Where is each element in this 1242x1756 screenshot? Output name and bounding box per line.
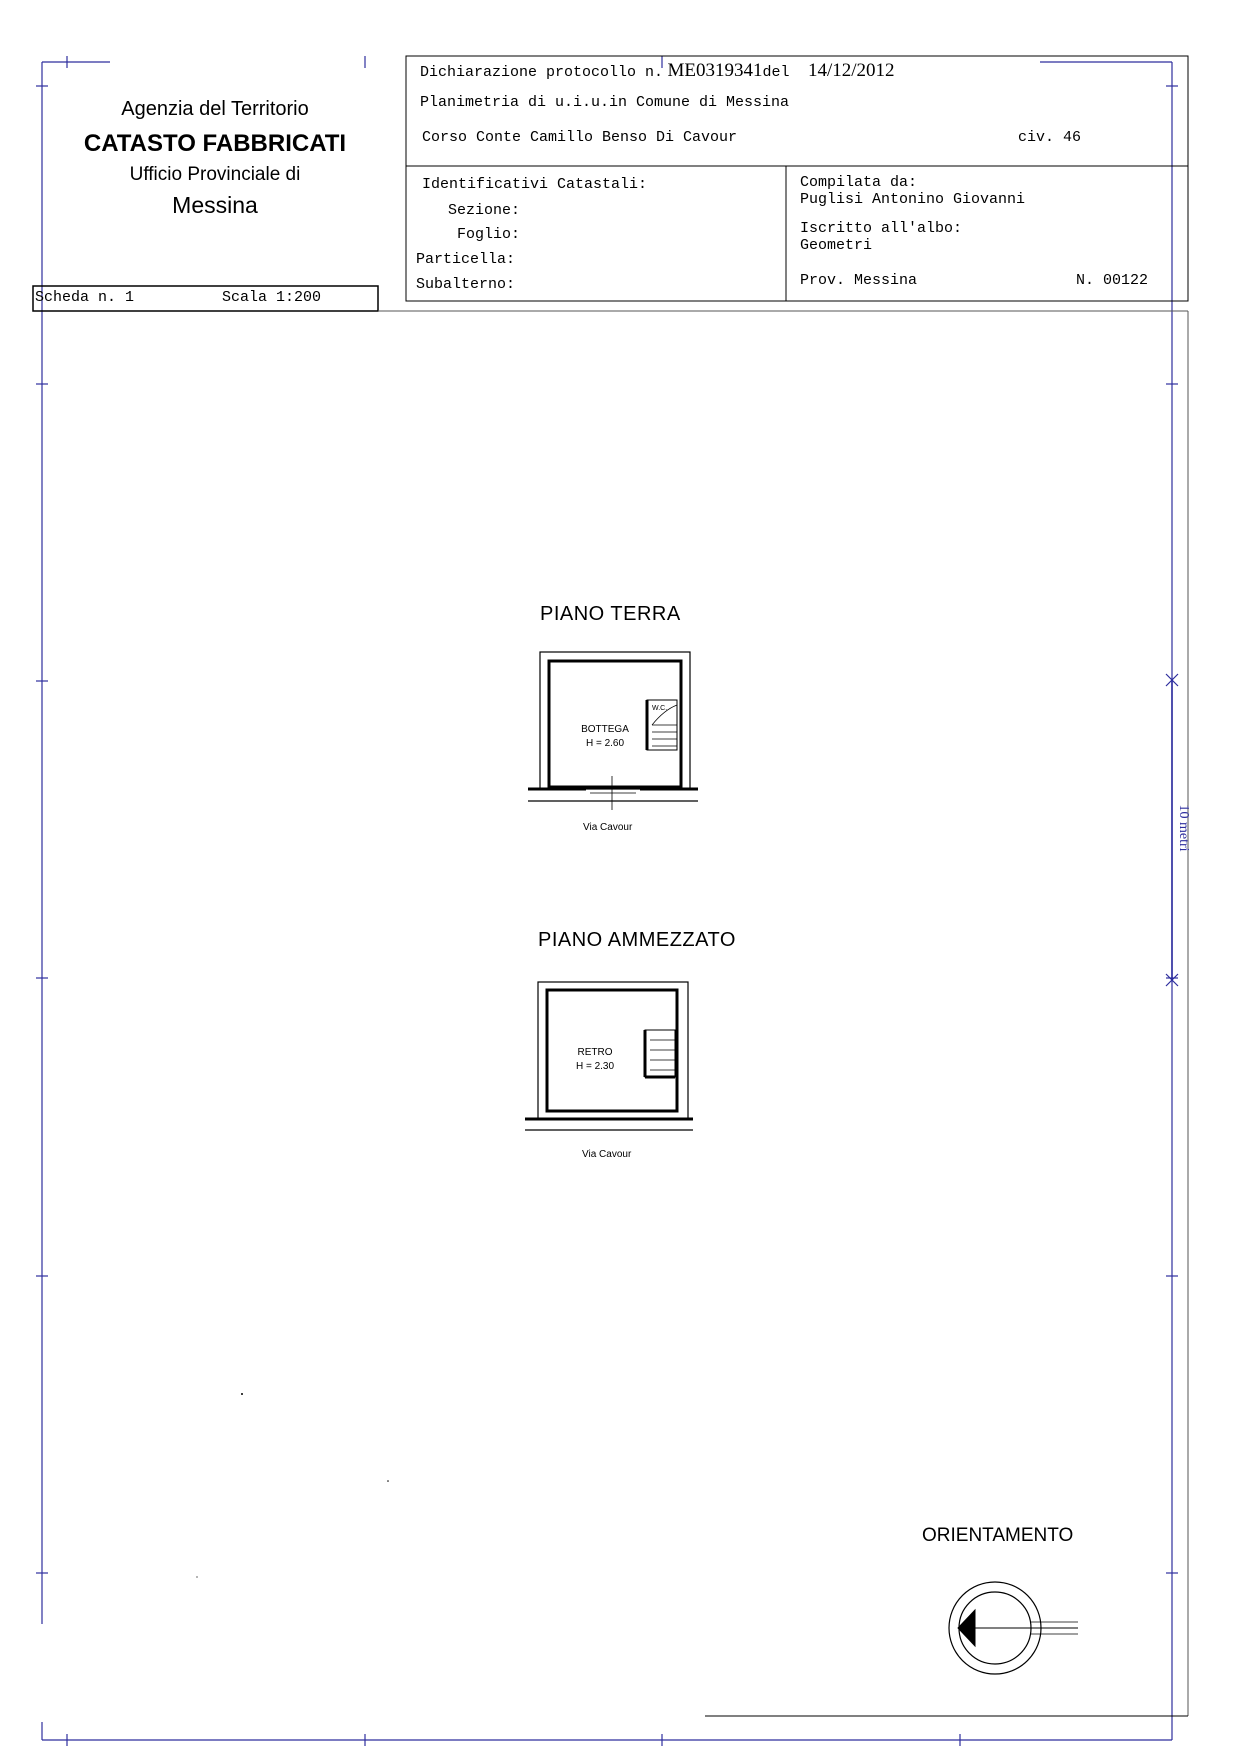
register-number: N. 00122	[1076, 272, 1149, 289]
room-name-retro: RETRO	[577, 1047, 613, 1058]
agency-department: CATASTO FABBRICATI	[83, 130, 347, 157]
compiler-label: Compilata da:	[800, 174, 918, 191]
protocol-number: ME0319341	[667, 60, 763, 81]
declaration-label: Dichiarazione protocollo n.	[420, 64, 664, 81]
register-label: Iscritto all'albo:	[800, 220, 963, 237]
address-line: Corso Conte Camillo Benso Di Cavour	[422, 129, 738, 146]
civic-number: civ. 46	[1018, 129, 1082, 146]
del-label: del	[762, 64, 790, 81]
province-label: Prov. Messina	[800, 272, 918, 289]
scale-bar-label: 10 metri	[1176, 804, 1191, 852]
agency-city: Messina	[172, 192, 258, 218]
identifiers-title: Identificativi Catastali:	[422, 176, 648, 193]
agency-office: Ufficio Provinciale di	[129, 164, 301, 185]
plan-title-mezzanine: PIANO AMMEZZATO	[538, 929, 736, 951]
particella-label: Particella:	[416, 251, 516, 268]
room-height-bottega: H = 2.60	[585, 738, 625, 749]
orientation-label: ORIENTAMENTO	[922, 1525, 1074, 1546]
sezione-label: Sezione:	[448, 202, 521, 219]
street-label-ground: Via Cavour	[583, 822, 633, 833]
north-arrow-icon	[949, 1582, 1078, 1674]
compiler-name: Puglisi Antonino Giovanni	[800, 191, 1026, 208]
scale-label: Scala 1:200	[222, 289, 322, 306]
protocol-line	[420, 60, 895, 82]
plan-title-ground: PIANO TERRA	[540, 603, 681, 625]
street-label-mezzanine: Via Cavour	[582, 1149, 632, 1160]
agency-name: Agenzia del Territorio	[121, 98, 309, 120]
register-value: Geometri	[800, 237, 873, 254]
subalterno-label: Subalterno:	[416, 276, 516, 293]
foglio-label: Foglio:	[457, 226, 521, 243]
protocol-date: 14/12/2012	[807, 60, 895, 81]
wc-label: W.C.	[652, 705, 668, 712]
room-name-bottega: BOTTEGA	[581, 724, 629, 735]
scheda-number: Scheda n. 1	[35, 289, 135, 306]
room-height-retro: H = 2.30	[575, 1061, 615, 1072]
planimetry-line: Planimetria di u.i.u.in Comune di Messina	[420, 94, 790, 111]
